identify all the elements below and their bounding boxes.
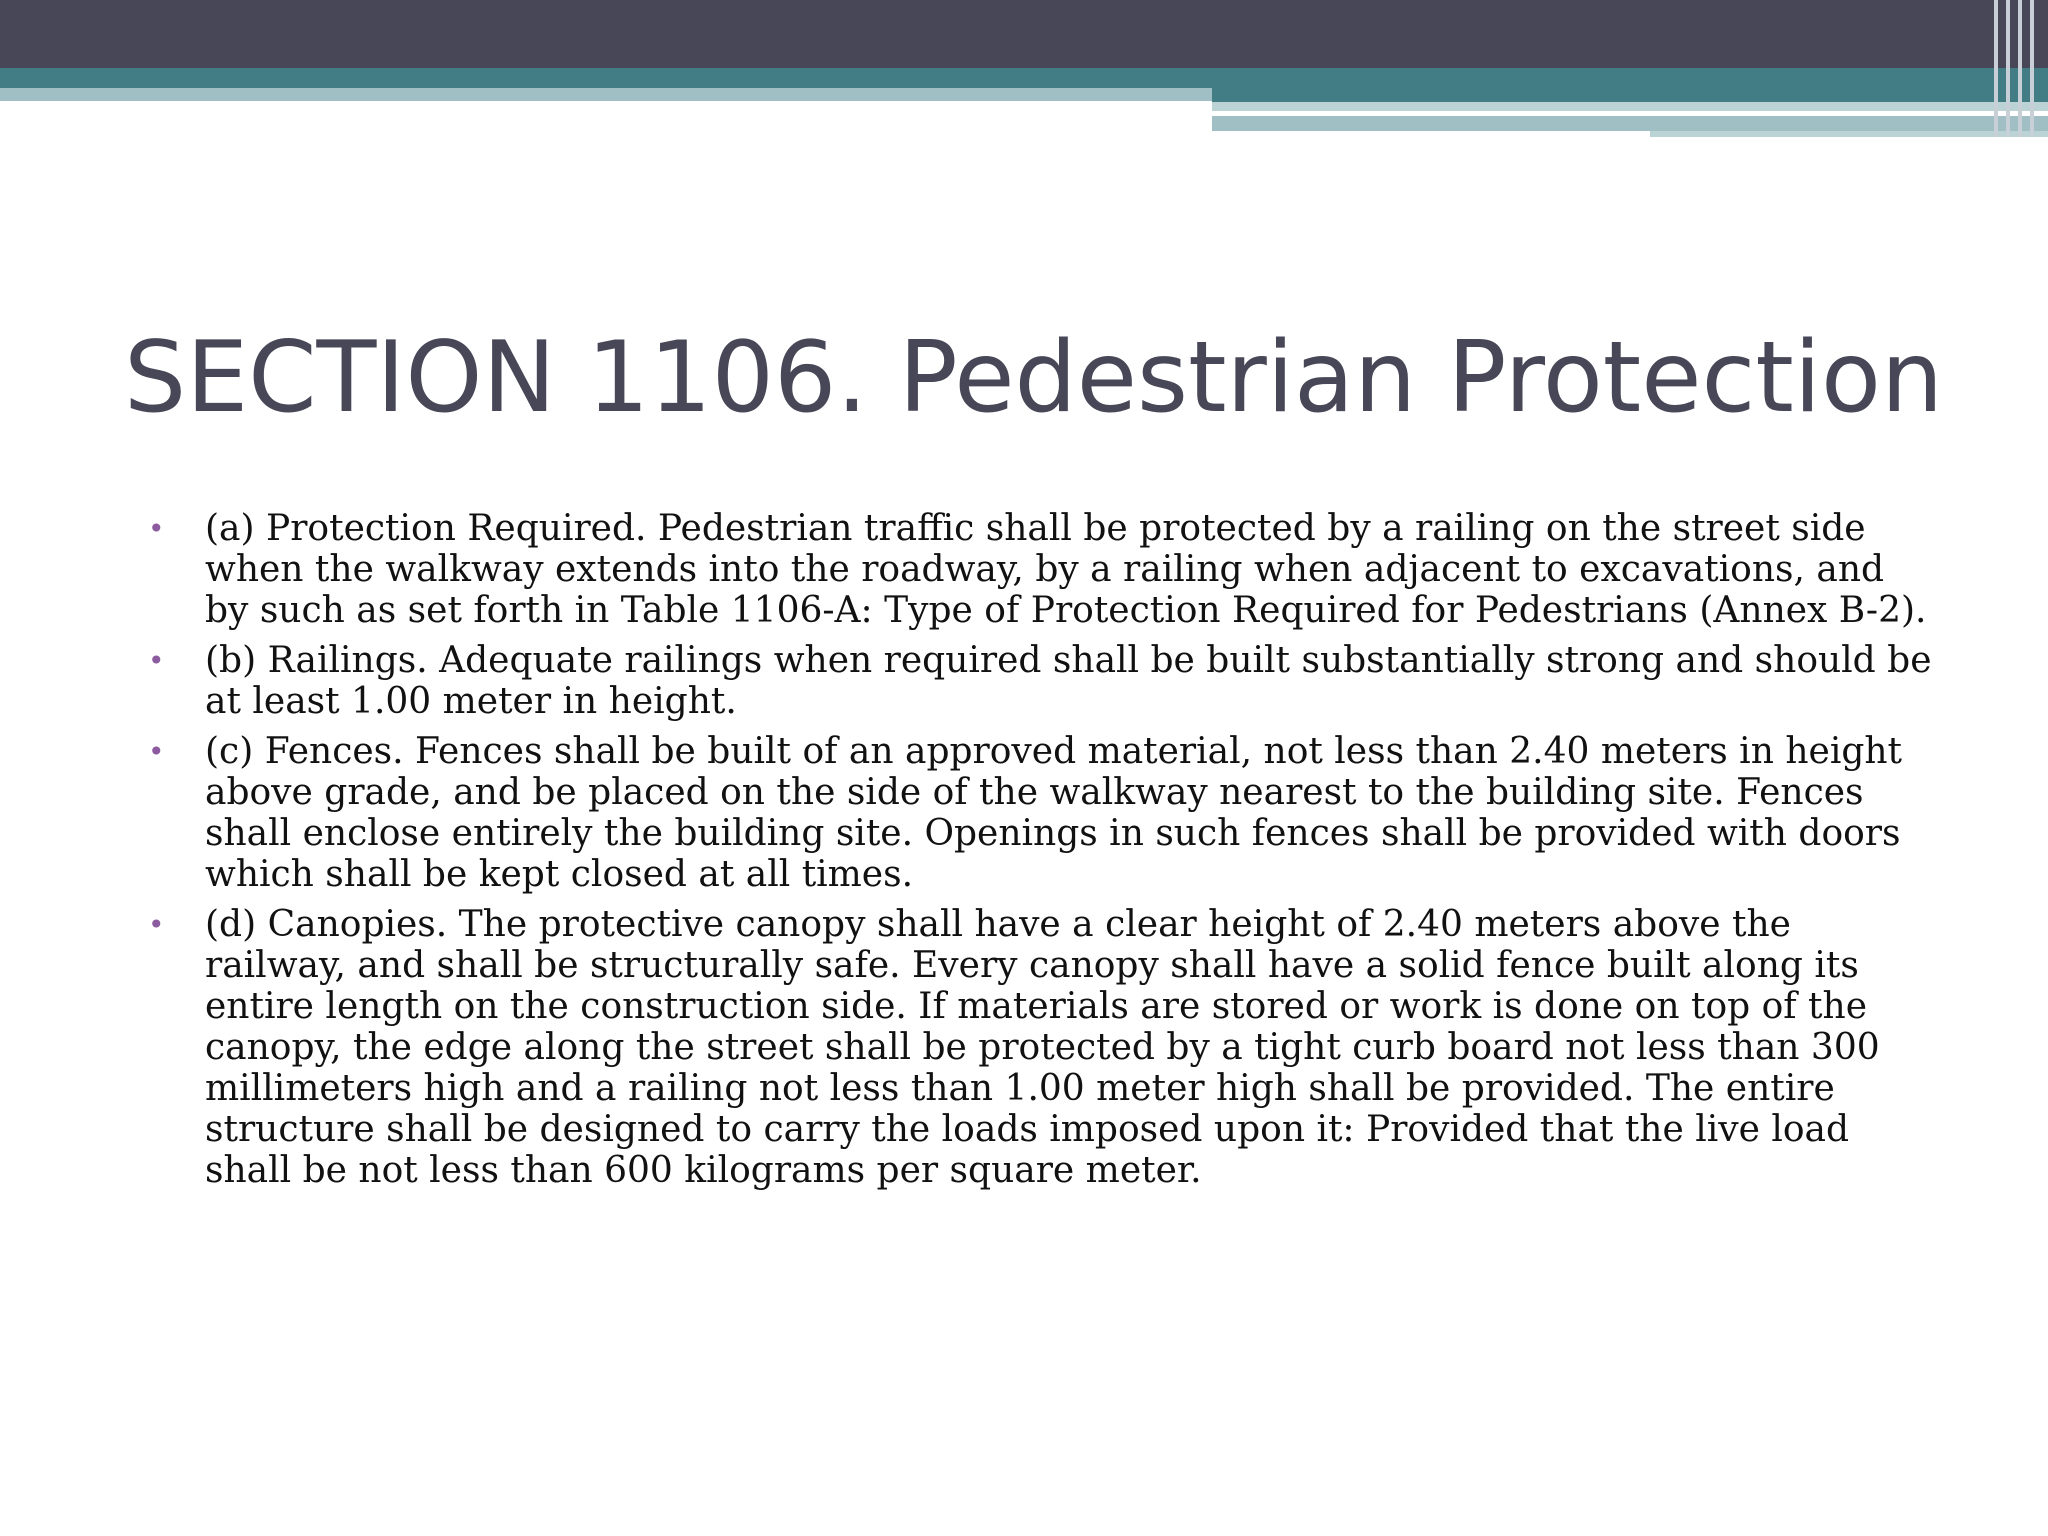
header-band-teal bbox=[0, 68, 2048, 88]
list-item-text: (b) Railings. Adequate railings when required shall be built substantially strong and should be at least 1.00 meter in height. bbox=[205, 640, 1932, 722]
list-item-text: (a) Protection Required. Pedestrian traffic shall be protected by a railing on the street side when the walkway extends into the roadway, by a railing when adjacent to excavations, and by such as set forth in Table 1106-A: Type of Protection Required for Pedestrians (Annex B-2). bbox=[205, 508, 1927, 631]
header-band-dark bbox=[0, 0, 2048, 68]
bullet-icon: • bbox=[148, 644, 165, 677]
header-vertical-line bbox=[1994, 0, 1998, 137]
bullet-icon: • bbox=[148, 735, 165, 768]
bullet-list bbox=[148, 508, 1938, 1200]
list-item-text: (c) Fences. Fences shall be built of an approved material, not less than 2.40 meters in height above grade, and be placed on the side of the walkway nearest to the building site. Fences shall enclose entirely the building site. Openings in such fences shall be provided with doors which shall be kept closed at all times. bbox=[205, 731, 1903, 895]
list-item bbox=[148, 904, 1938, 1191]
header-band-teal-right bbox=[1212, 88, 2048, 102]
list-item bbox=[148, 640, 1938, 722]
header-stripe bbox=[1212, 102, 2048, 111]
list-item bbox=[148, 731, 1938, 895]
header-vertical-lines bbox=[1988, 0, 2048, 137]
list-item-text: (d) Canopies. The protective canopy shall have a clear height of 2.40 meters above the railway, and shall be structurally safe. Every canopy shall have a solid fence built along its entire length on the construction side. If materials are stored or work is done on top of the canopy, the edge along the street shall be protected by a tight curb board not less than 300 millimeters high and a railing not less than 1.00 meter high shall be provided. The entire structure shall be designed to carry the loads imposed upon it: Provided that the live load shall be not less than 600 kilograms per square meter. bbox=[205, 904, 1880, 1191]
list-item bbox=[148, 508, 1938, 631]
header-vertical-line bbox=[2006, 0, 2010, 137]
header-stripe bbox=[1212, 116, 2048, 131]
header-vertical-line bbox=[2018, 0, 2022, 137]
header-vertical-line bbox=[2030, 0, 2034, 137]
slide-title: SECTION 1106. Pedestrian Protection bbox=[124, 321, 1944, 435]
bullet-icon: • bbox=[148, 512, 165, 545]
bullet-icon: • bbox=[148, 908, 165, 941]
header-band-light bbox=[0, 88, 1212, 101]
